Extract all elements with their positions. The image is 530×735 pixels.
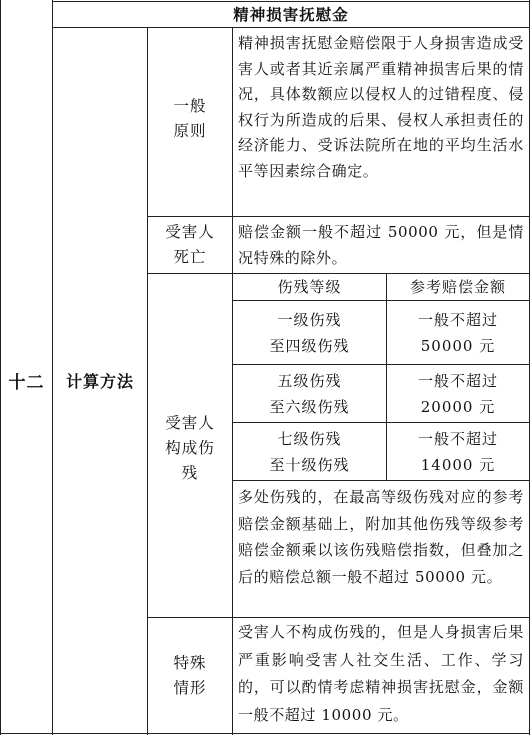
subtable-amount-1: 一般不超过 50000 元 xyxy=(417,310,498,355)
content-special-circumstances: 受害人不构成伤残的，但是人身损害后果严重影响受害人社交生活、工作、学习的，可以酌情考虑精神损害抚慰金，金额一般不超过 10000 元。 xyxy=(238,623,524,724)
label-disability: 受害人 构成伤 残 xyxy=(165,414,215,482)
content-victim-death: 赔偿金额一般不超过 50000 元，但是情况特殊的除外。 xyxy=(238,223,524,267)
subtable-amount-3: 一般不超过 14000 元 xyxy=(417,429,498,474)
subtable-header-grade: 伤残等级 xyxy=(277,278,342,296)
subtable-grade-3: 七级伤残 至十级伤残 xyxy=(269,429,350,474)
table-title: 精神损害抚慰金 xyxy=(233,5,349,24)
label-general-principle: 一般 原则 xyxy=(173,97,207,140)
label-special-circumstances: 特殊 情形 xyxy=(173,653,207,697)
subtable-header-amount: 参考赔偿金额 xyxy=(409,278,506,296)
subtable-grade-2: 五级伤残 至六级伤残 xyxy=(269,371,350,416)
subtable-grade-1: 一级伤残 至四级伤残 xyxy=(269,310,350,355)
content-multiple-disability-note: 多处伤残的，在最高等级伤残对应的参考赔偿金额基础上，附加其他伤残等级参考赔偿金额乘以该伤残赔偿指数，但叠加之后的赔偿总额一般不超过 50000 元。 xyxy=(238,488,524,586)
content-general-principle: 精神损害抚慰金赔偿限于人身损害造成受害人或者其近亲属严重精神损害后果的情况，具体数额应以侵权人的过错程度、侵权行为所造成的后果、侵权人承担责任的经济能力、受诉法院所在地的平均生活水平等因素综合确定。 xyxy=(238,34,524,180)
row-number: 十二 xyxy=(8,373,45,393)
method-label: 计算方法 xyxy=(65,372,134,391)
subtable-amount-2: 一般不超过 20000 元 xyxy=(417,371,498,416)
label-victim-death: 受害人 死亡 xyxy=(165,223,215,266)
